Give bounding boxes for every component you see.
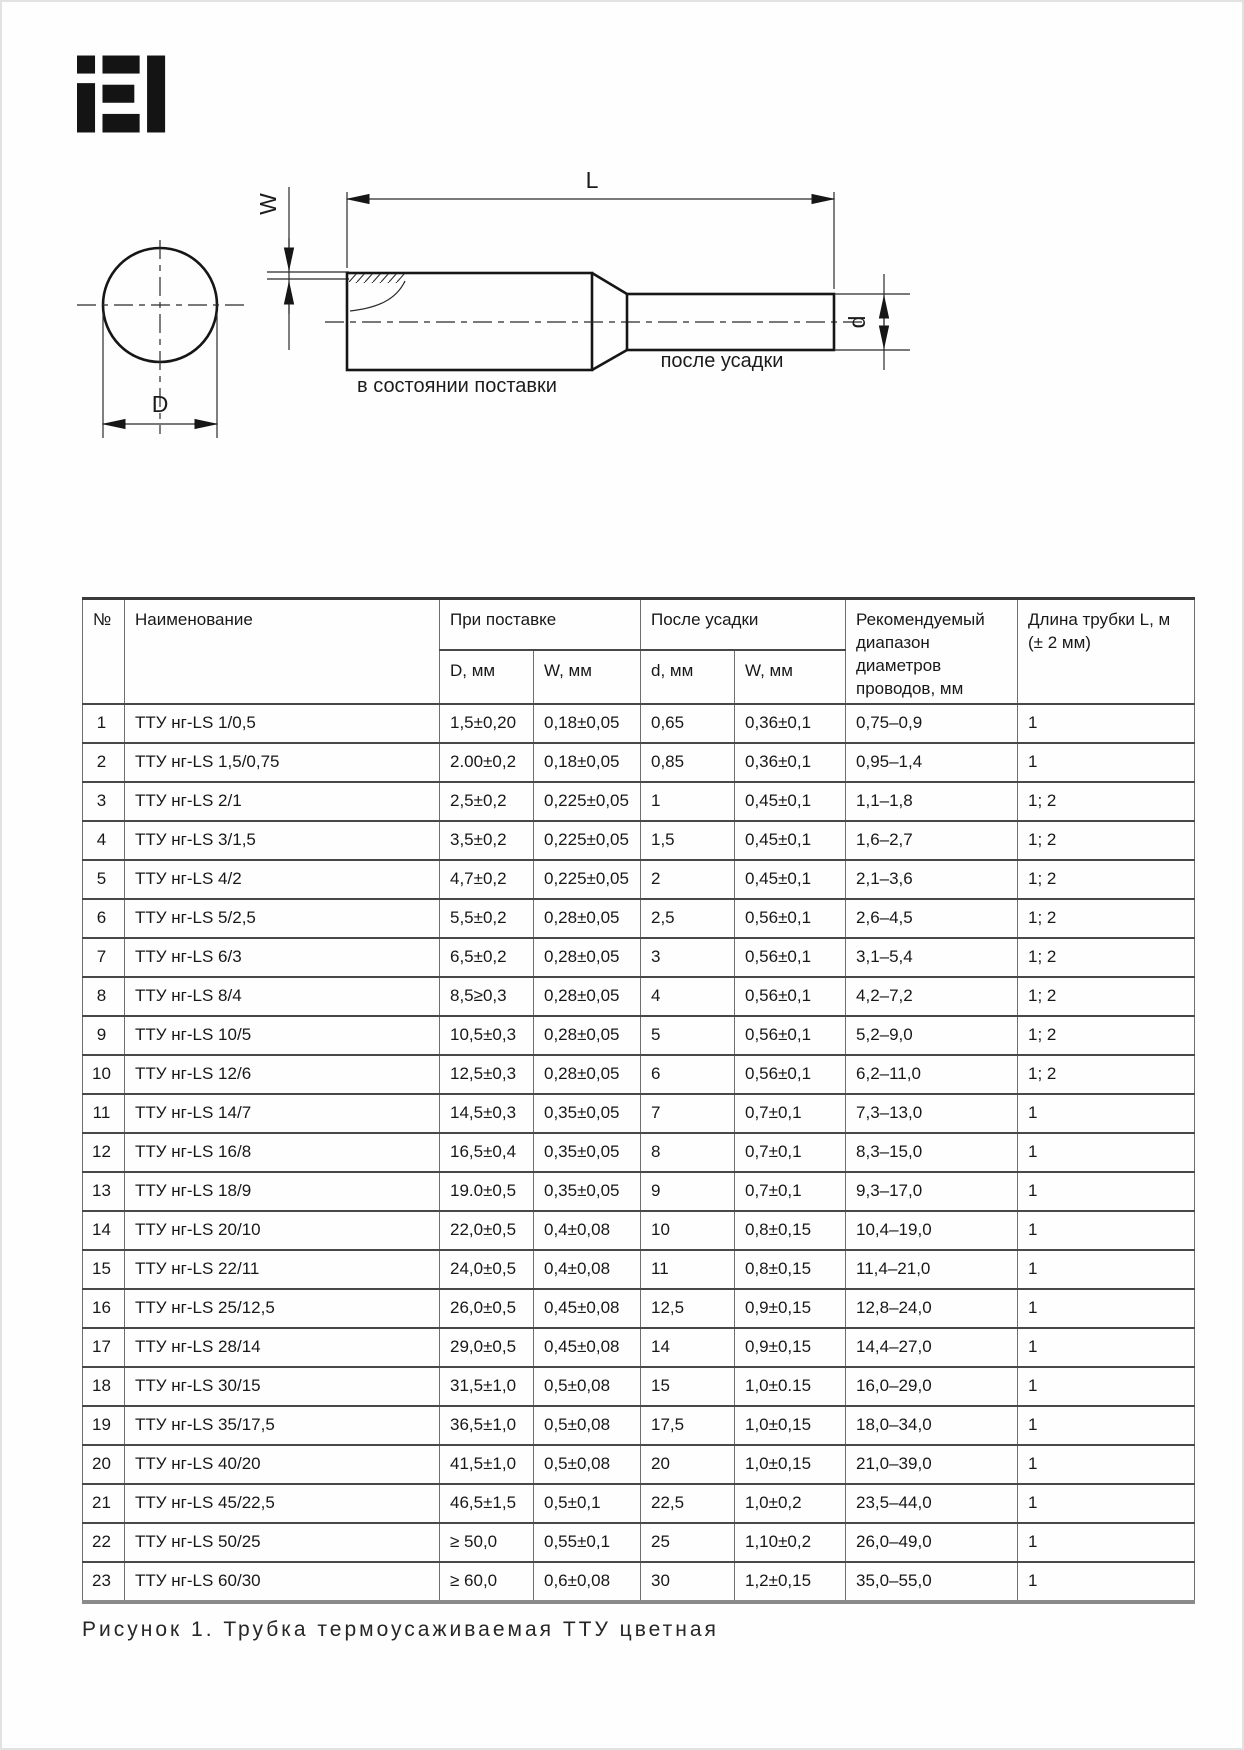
header-name: Наименование (125, 599, 440, 704)
table-cell: ТТУ нг-LS 1/0,5 (125, 704, 440, 743)
dimension-L (347, 167, 834, 289)
table-cell: 26,0–49,0 (846, 1523, 1018, 1562)
table-cell: ТТУ нг-LS 35/17,5 (125, 1406, 440, 1445)
table-cell: 9 (641, 1172, 735, 1211)
table-cell: ТТУ нг-LS 1,5/0,75 (125, 743, 440, 782)
table-cell: 1; 2 (1018, 821, 1195, 860)
logo-k-stem (147, 56, 165, 133)
table-row (83, 704, 1195, 743)
table-cell: 0,45±0,08 (534, 1328, 641, 1367)
table-cell: 1 (1018, 704, 1195, 743)
header-supply-group: При поставке (440, 599, 641, 651)
table-cell: ТТУ нг-LS 10/5 (125, 1016, 440, 1055)
table-cell: 1,10±0,2 (735, 1523, 846, 1562)
table-cell: 12,5±0,3 (440, 1055, 534, 1094)
table-cell: 0,7±0,1 (735, 1133, 846, 1172)
row-number-cell: 13 (83, 1172, 125, 1211)
table-cell: 0,6±0,08 (534, 1562, 641, 1602)
table-cell: 29,0±0,5 (440, 1328, 534, 1367)
table-cell: ТТУ нг-LS 25/12,5 (125, 1289, 440, 1328)
table-row (83, 1484, 1195, 1523)
table-cell: 0,5±0,08 (534, 1406, 641, 1445)
table-row (83, 860, 1195, 899)
row-number-cell: 9 (83, 1016, 125, 1055)
table-cell: 17,5 (641, 1406, 735, 1445)
table-row (83, 1016, 1195, 1055)
table-cell: 8 (641, 1133, 735, 1172)
table-cell: 1 (1018, 1523, 1195, 1562)
table-cell: 7,3–13,0 (846, 1094, 1018, 1133)
logo-e-top (102, 56, 139, 74)
table-cell: 3,1–5,4 (846, 938, 1018, 977)
technical-drawing (72, 152, 922, 452)
row-number-cell: 7 (83, 938, 125, 977)
row-number-cell: 19 (83, 1406, 125, 1445)
table-cell: ТТУ нг-LS 14/7 (125, 1094, 440, 1133)
table-cell: 0,85 (641, 743, 735, 782)
table-cell: ТТУ нг-LS 22/11 (125, 1250, 440, 1289)
table-cell: 1 (1018, 1562, 1195, 1602)
table-cell: ТТУ нг-LS 12/6 (125, 1055, 440, 1094)
table-cell: 1,5±0,20 (440, 704, 534, 743)
table-cell: 4,2–7,2 (846, 977, 1018, 1016)
table-row (83, 1094, 1195, 1133)
table-cell: 1,0±0,2 (735, 1484, 846, 1523)
header-length: Длина трубки L, м (± 2 мм) (1018, 599, 1195, 704)
table-cell: 10 (641, 1211, 735, 1250)
row-number-cell: 6 (83, 899, 125, 938)
table-cell: ТТУ нг-LS 45/22,5 (125, 1484, 440, 1523)
table-cell: ТТУ нг-LS 6/3 (125, 938, 440, 977)
table-cell: 15 (641, 1367, 735, 1406)
table-cell: 1 (1018, 1484, 1195, 1523)
table-cell: 2,5±0,2 (440, 782, 534, 821)
table-cell: 41,5±1,0 (440, 1445, 534, 1484)
table-cell: 1; 2 (1018, 977, 1195, 1016)
table-cell: 0,56±0,1 (735, 938, 846, 977)
table-cell: 1 (1018, 743, 1195, 782)
table-cell: 4 (641, 977, 735, 1016)
iek-logo (77, 54, 215, 134)
table-header (83, 599, 1195, 704)
table-cell: ТТУ нг-LS 60/30 (125, 1562, 440, 1602)
header-d-shrink: d, мм (641, 650, 735, 703)
table-row (83, 899, 1195, 938)
table-cell: 0,35±0,05 (534, 1133, 641, 1172)
logo-i-stem (77, 83, 95, 132)
table-cell: 0,225±0,05 (534, 782, 641, 821)
header-W-shrink: W, мм (735, 650, 846, 703)
table-cell: 20 (641, 1445, 735, 1484)
table-cell: 11 (641, 1250, 735, 1289)
table-cell: 12,5 (641, 1289, 735, 1328)
table-cell: 0,7±0,1 (735, 1172, 846, 1211)
row-number-cell: 12 (83, 1133, 125, 1172)
table-cell: 30 (641, 1562, 735, 1602)
table-cell: 18,0–34,0 (846, 1406, 1018, 1445)
logo-i-dot (77, 56, 95, 74)
table-cell: ТТУ нг-LS 50/25 (125, 1523, 440, 1562)
table-cell: ТТУ нг-LS 8/4 (125, 977, 440, 1016)
dimension-W (255, 187, 349, 350)
table-row (83, 1211, 1195, 1250)
table-cell: 3,5±0,2 (440, 821, 534, 860)
table-cell: 1 (1018, 1250, 1195, 1289)
table-cell: 0,95–1,4 (846, 743, 1018, 782)
table-cell: 3 (641, 938, 735, 977)
table-cell: 1 (1018, 1367, 1195, 1406)
table-cell: 23,5–44,0 (846, 1484, 1018, 1523)
logo-e-bot (102, 114, 139, 133)
table-cell: 31,5±1,0 (440, 1367, 534, 1406)
table-cell: 0,45±0,08 (534, 1289, 641, 1328)
table-cell: 0,75–0,9 (846, 704, 1018, 743)
label-L: L (585, 167, 599, 193)
table-cell: 1 (1018, 1328, 1195, 1367)
table-cell: ≥ 60,0 (440, 1562, 534, 1602)
table-cell: 11,4–21,0 (846, 1250, 1018, 1289)
label-D: D (151, 391, 169, 417)
table-row (83, 743, 1195, 782)
table-cell: 0,4±0,08 (534, 1211, 641, 1250)
row-number-cell: 18 (83, 1367, 125, 1406)
row-number-cell: 17 (83, 1328, 125, 1367)
table-row (83, 782, 1195, 821)
table-row (83, 1172, 1195, 1211)
table-cell: 2,6–4,5 (846, 899, 1018, 938)
table-cell: 1 (1018, 1445, 1195, 1484)
spec-table (82, 597, 1195, 1604)
table-row (83, 977, 1195, 1016)
table-cell: 2,1–3,6 (846, 860, 1018, 899)
table-cell: 14,5±0,3 (440, 1094, 534, 1133)
logo-e-mid (102, 85, 134, 103)
table-row (83, 821, 1195, 860)
table-cell: 10,4–19,0 (846, 1211, 1018, 1250)
table-cell: 6 (641, 1055, 735, 1094)
row-number-cell: 3 (83, 782, 125, 821)
table-cell: 5,5±0,2 (440, 899, 534, 938)
table-cell: 0,45±0,1 (735, 860, 846, 899)
header-range: Рекомендуемый диапазон диаметров проводов, мм (846, 599, 1018, 704)
table-cell: 0,5±0,1 (534, 1484, 641, 1523)
table-cell: 8,3–15,0 (846, 1133, 1018, 1172)
row-number-cell: 4 (83, 821, 125, 860)
table-row (83, 1367, 1195, 1406)
table-cell: 1 (1018, 1172, 1195, 1211)
label-W: W (255, 193, 281, 215)
table-cell: ТТУ нг-LS 16/8 (125, 1133, 440, 1172)
label-d: d (844, 315, 870, 329)
table-cell: 2 (641, 860, 735, 899)
table-cell: 26,0±0,5 (440, 1289, 534, 1328)
table-cell: 0,36±0,1 (735, 704, 846, 743)
table-cell: 35,0–55,0 (846, 1562, 1018, 1602)
table-cell: 1,0±0,15 (735, 1445, 846, 1484)
table-cell: 1; 2 (1018, 860, 1195, 899)
table-cell: 0,225±0,05 (534, 821, 641, 860)
table-cell: 0,56±0,1 (735, 899, 846, 938)
row-number-cell: 10 (83, 1055, 125, 1094)
table-cell: 0,225±0,05 (534, 860, 641, 899)
dimension-d (834, 274, 910, 370)
table-cell: 16,5±0,4 (440, 1133, 534, 1172)
table-cell: 0,56±0,1 (735, 977, 846, 1016)
table-cell: ТТУ нг-LS 20/10 (125, 1211, 440, 1250)
table-cell: 0,18±0,05 (534, 743, 641, 782)
table-row (83, 1445, 1195, 1484)
table-cell: 46,5±1,5 (440, 1484, 534, 1523)
table-cell: 0,65 (641, 704, 735, 743)
table-cell: 22,5 (641, 1484, 735, 1523)
table-cell: ТТУ нг-LS 4/2 (125, 860, 440, 899)
row-number-cell: 20 (83, 1445, 125, 1484)
table-cell: 36,5±1,0 (440, 1406, 534, 1445)
table-cell: 0,5±0,08 (534, 1367, 641, 1406)
table-cell: 0,28±0,05 (534, 1016, 641, 1055)
table-cell: 0,45±0,1 (735, 821, 846, 860)
row-number-cell: 23 (83, 1562, 125, 1602)
table-cell: ТТУ нг-LS 28/14 (125, 1328, 440, 1367)
table-cell: 0,9±0,15 (735, 1289, 846, 1328)
table-cell: 10,5±0,3 (440, 1016, 534, 1055)
table-cell: ТТУ нг-LS 3/1,5 (125, 821, 440, 860)
table-cell: 1 (1018, 1133, 1195, 1172)
table-cell: 1,2±0,15 (735, 1562, 846, 1602)
row-number-cell: 14 (83, 1211, 125, 1250)
table-cell: 0,4±0,08 (534, 1250, 641, 1289)
table-cell: ТТУ нг-LS 18/9 (125, 1172, 440, 1211)
table-cell: 7 (641, 1094, 735, 1133)
table-cell: 1 (1018, 1289, 1195, 1328)
table-cell: 2,5 (641, 899, 735, 938)
table-cell: 14 (641, 1328, 735, 1367)
table-cell: ТТУ нг-LS 5/2,5 (125, 899, 440, 938)
table-cell: 0,36±0,1 (735, 743, 846, 782)
table-cell: 0,8±0,15 (735, 1211, 846, 1250)
table-cell: ТТУ нг-LS 30/15 (125, 1367, 440, 1406)
table-cell: ТТУ нг-LS 40/20 (125, 1445, 440, 1484)
table-cell: 1; 2 (1018, 899, 1195, 938)
table-cell: 2.00±0,2 (440, 743, 534, 782)
row-number-cell: 1 (83, 704, 125, 743)
table-cell: 8,5≥0,3 (440, 977, 534, 1016)
row-number-cell: 8 (83, 977, 125, 1016)
table-cell: 14,4–27,0 (846, 1328, 1018, 1367)
table-cell: 0,28±0,05 (534, 899, 641, 938)
header-D-supply: D, мм (440, 650, 534, 703)
table-cell: 1; 2 (1018, 1055, 1195, 1094)
row-number-cell: 15 (83, 1250, 125, 1289)
table-cell: 1; 2 (1018, 1016, 1195, 1055)
table-cell: 0,35±0,05 (534, 1094, 641, 1133)
table-cell: 0,56±0,1 (735, 1016, 846, 1055)
row-number-cell: 2 (83, 743, 125, 782)
table-cell: 0,35±0,05 (534, 1172, 641, 1211)
figure-caption: Рисунок 1. Трубка термоусаживаемая ТТУ цветная (82, 1618, 719, 1641)
table-cell: 1,6–2,7 (846, 821, 1018, 860)
table-cell: 0,45±0,1 (735, 782, 846, 821)
table-cell: 0,28±0,05 (534, 977, 641, 1016)
table-cell: 0,8±0,15 (735, 1250, 846, 1289)
table-cell: 19.0±0,5 (440, 1172, 534, 1211)
table-cell: 4,7±0,2 (440, 860, 534, 899)
header-shrink-group: После усадки (641, 599, 846, 651)
table-cell: 0,5±0,08 (534, 1445, 641, 1484)
table-cell: 25 (641, 1523, 735, 1562)
header-num: № (83, 599, 125, 704)
label-supplied: в состоянии поставки (357, 375, 557, 397)
row-number-cell: 11 (83, 1094, 125, 1133)
table-row (83, 1406, 1195, 1445)
table-cell: 6,5±0,2 (440, 938, 534, 977)
table-cell: ТТУ нг-LS 2/1 (125, 782, 440, 821)
table-row (83, 1250, 1195, 1289)
table-cell: 1,0±0,15 (735, 1406, 846, 1445)
table-cell: 5 (641, 1016, 735, 1055)
table-cell: 5,2–9,0 (846, 1016, 1018, 1055)
table-cell: 21,0–39,0 (846, 1445, 1018, 1484)
row-number-cell: 16 (83, 1289, 125, 1328)
table-row (83, 938, 1195, 977)
table-row (83, 1523, 1195, 1562)
table-cell: 22,0±0,5 (440, 1211, 534, 1250)
table-cell: 9,3–17,0 (846, 1172, 1018, 1211)
row-number-cell: 22 (83, 1523, 125, 1562)
table-row (83, 1562, 1195, 1602)
table-cell: 1 (1018, 1211, 1195, 1250)
logo-k-diagonals (162, 54, 209, 134)
label-shrunk: после усадки (660, 350, 784, 372)
cutaway-curve (350, 281, 405, 311)
table-cell: 0,9±0,15 (735, 1328, 846, 1367)
table-cell: 0,7±0,1 (735, 1094, 846, 1133)
table-cell: 1,5 (641, 821, 735, 860)
table-cell: 1,1–1,8 (846, 782, 1018, 821)
table-cell: 0,56±0,1 (735, 1055, 846, 1094)
table-cell: 0,28±0,05 (534, 938, 641, 977)
table-cell: 0,55±0,1 (534, 1523, 641, 1562)
table-cell: 1; 2 (1018, 782, 1195, 821)
table-row (83, 1133, 1195, 1172)
table-cell: 0,28±0,05 (534, 1055, 641, 1094)
table-row (83, 1055, 1195, 1094)
table-cell: 6,2–11,0 (846, 1055, 1018, 1094)
row-number-cell: 21 (83, 1484, 125, 1523)
table-row (83, 1328, 1195, 1367)
hatch-pattern (349, 274, 405, 283)
table-cell: 1; 2 (1018, 938, 1195, 977)
table-cell: 1 (1018, 1094, 1195, 1133)
table-cell: 1 (1018, 1406, 1195, 1445)
table-cell: 24,0±0,5 (440, 1250, 534, 1289)
table-cell: 1,0±0.15 (735, 1367, 846, 1406)
table-cell: 1 (641, 782, 735, 821)
table-body (83, 704, 1195, 1602)
table-cell: ≥ 50,0 (440, 1523, 534, 1562)
header-W-supply: W, мм (534, 650, 641, 703)
table-cell: 0,18±0,05 (534, 704, 641, 743)
table-cell: 12,8–24,0 (846, 1289, 1018, 1328)
table-row (83, 1289, 1195, 1328)
table-cell: 16,0–29,0 (846, 1367, 1018, 1406)
row-number-cell: 5 (83, 860, 125, 899)
